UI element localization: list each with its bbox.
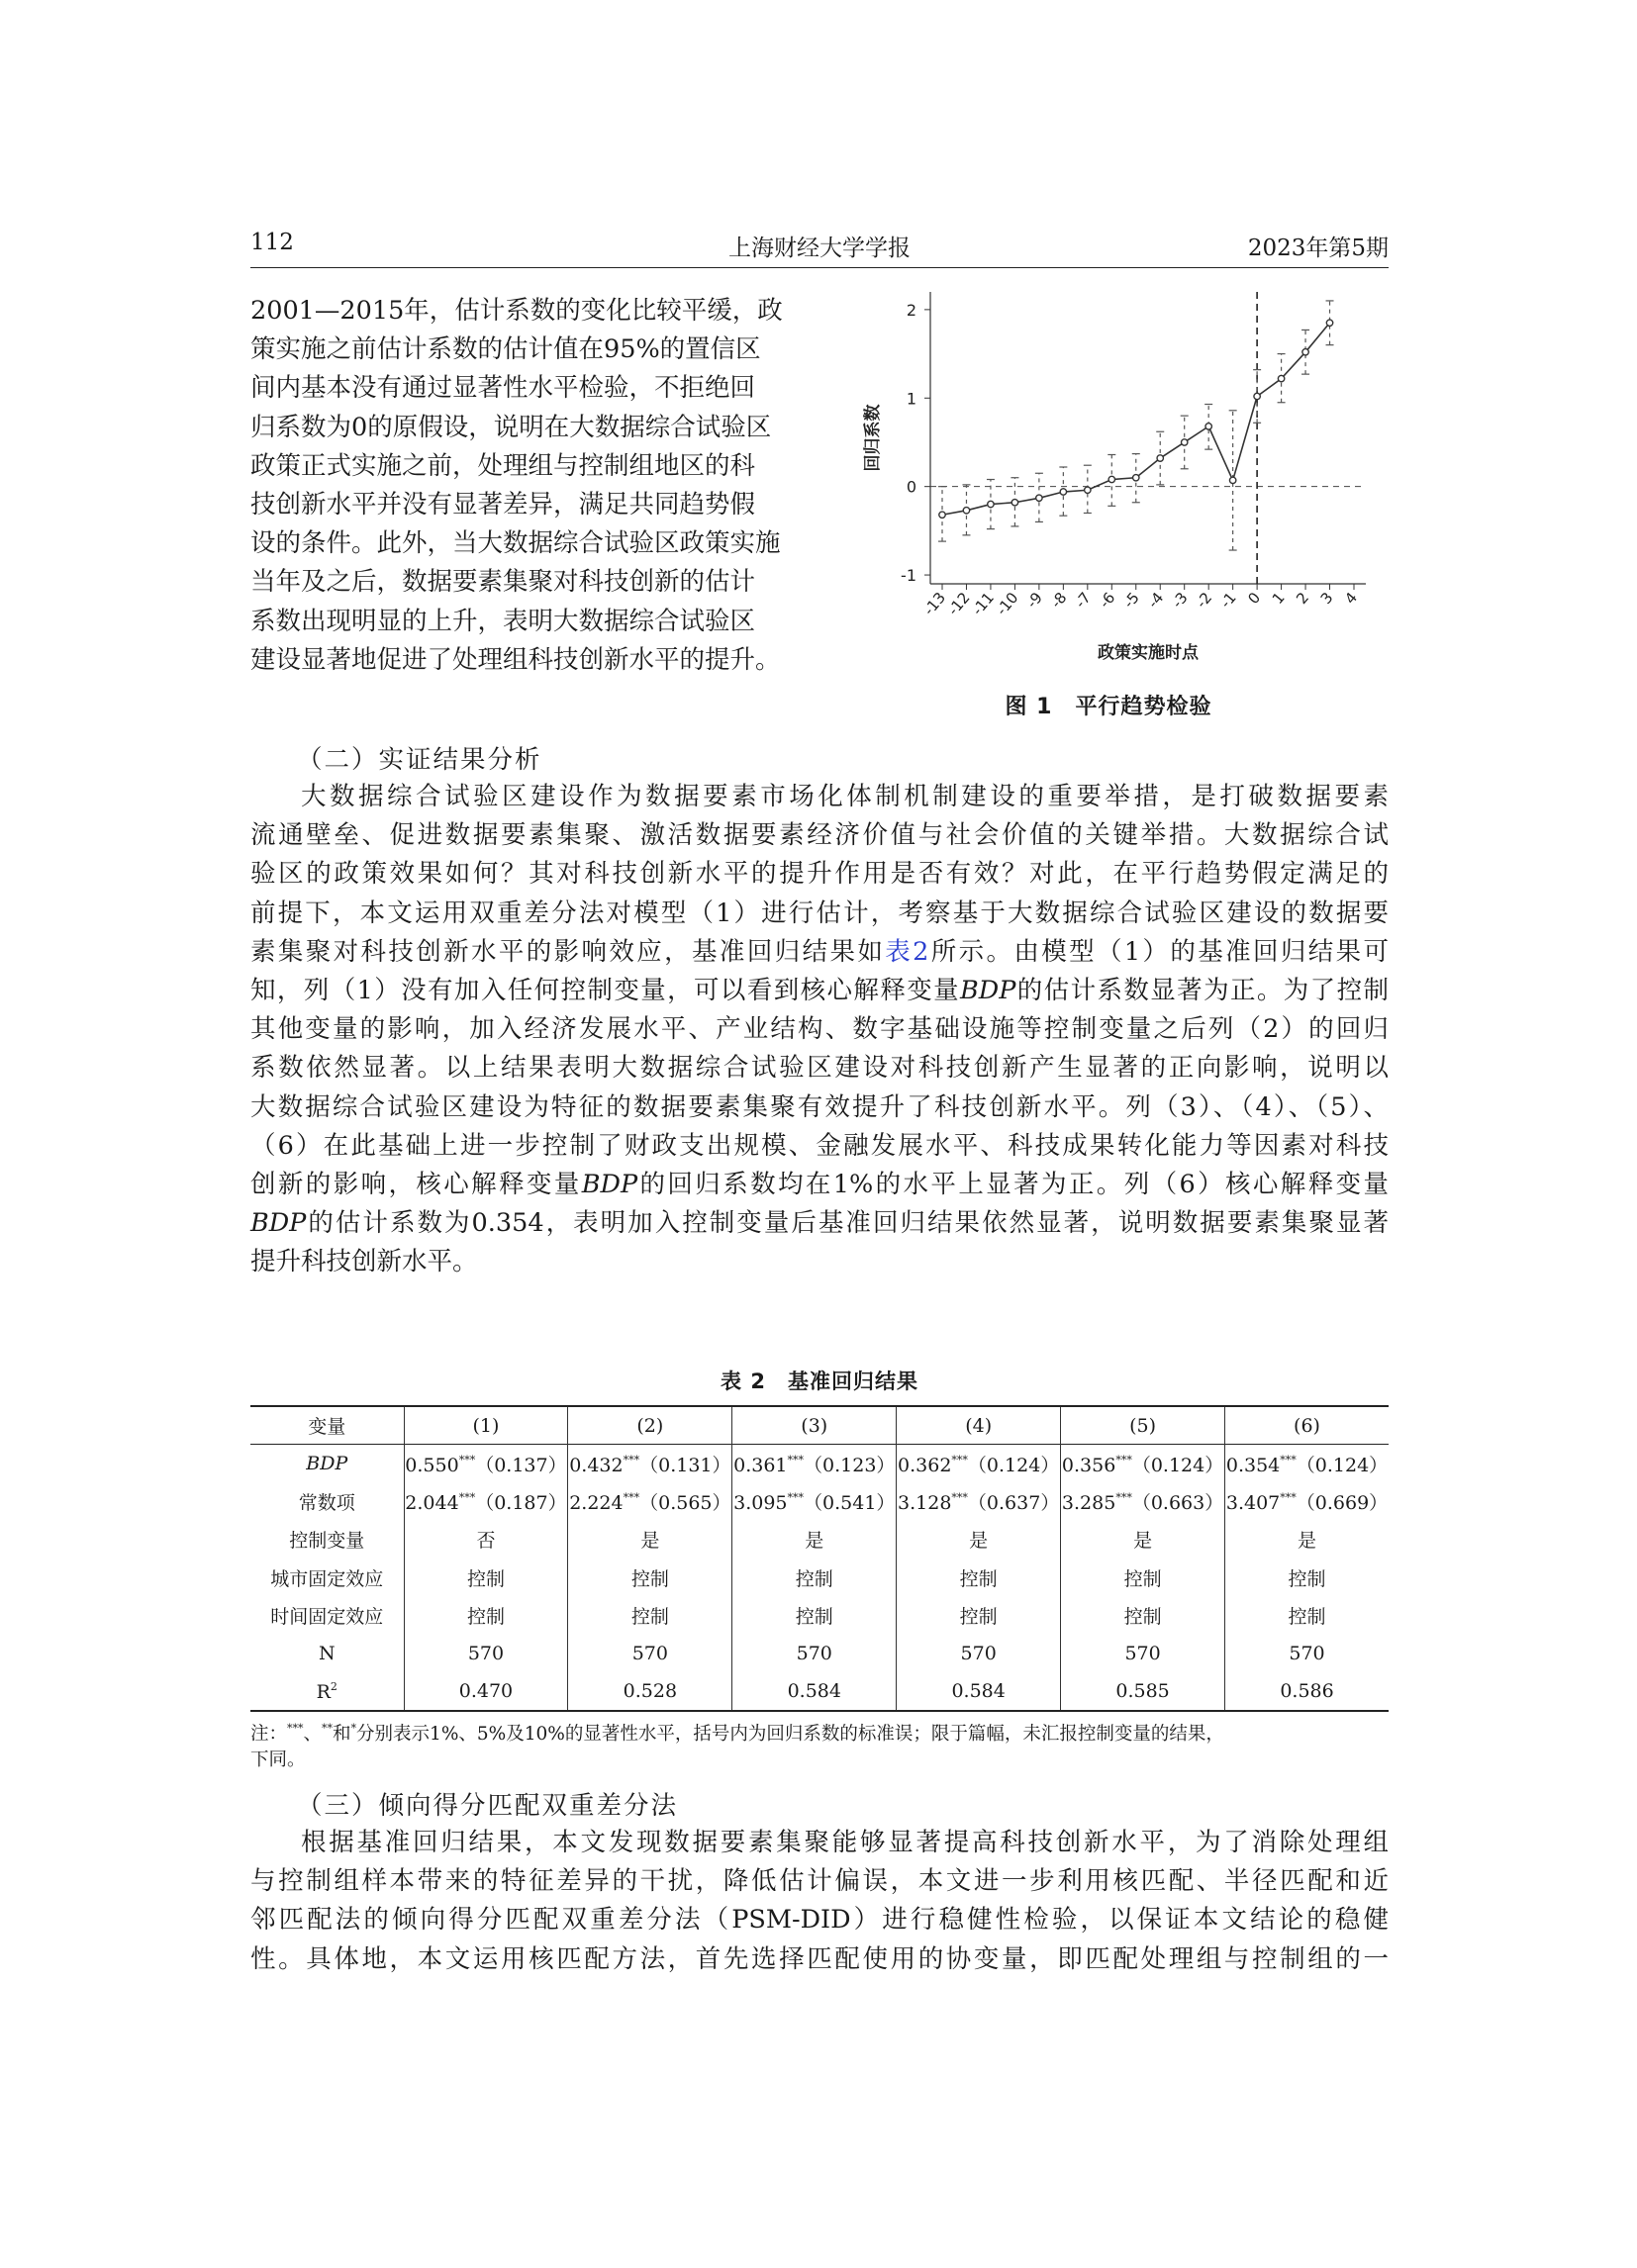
section-heading: （二）实证结果分析 xyxy=(297,745,542,775)
x-tick-label: -4 xyxy=(1143,589,1168,613)
y-tick-label: 2 xyxy=(906,300,916,320)
y-tick-label: 0 xyxy=(906,477,916,497)
table-cell: 控制 xyxy=(1061,1597,1225,1636)
table-cell xyxy=(1061,1445,1225,1483)
text-line: 设的条件。此外，当大数据综合试验区政策实施 xyxy=(250,528,781,559)
x-tick-label: 4 xyxy=(1341,589,1362,608)
note-sup: *** xyxy=(287,1722,304,1735)
table-cell: 0.585 xyxy=(1061,1673,1225,1712)
significance-stars: *** xyxy=(787,1490,805,1504)
figure-caption: 图 1 平行趋势检验 xyxy=(1005,695,1212,719)
table-cell xyxy=(897,1445,1061,1483)
table-cell: 是 xyxy=(732,1521,897,1559)
note-text: 分别表示1%、5%及10%的显著性水平，括号内为回归系数的标准误；限于篇幅，未汇报控制变量的结果， xyxy=(356,1724,1224,1745)
std-error: （0.124） xyxy=(967,1454,1060,1476)
left-paragraph xyxy=(250,292,829,680)
table-cell: 0.584 xyxy=(897,1673,1061,1712)
std-error: （0.663） xyxy=(1131,1491,1224,1514)
variable-bdp: BDP xyxy=(250,1208,307,1239)
x-axis-label: 政策实施时点 xyxy=(1098,643,1199,663)
coef-value: 0.550 xyxy=(405,1454,459,1476)
variable-bdp: BDP xyxy=(960,976,1016,1006)
column-header: (5) xyxy=(1061,1406,1225,1445)
table-header-row xyxy=(250,1406,1389,1445)
text-line xyxy=(250,1166,1389,1204)
data-point xyxy=(1326,320,1332,326)
text-span: 的估计系数为0.354，表明加入控制变量后基准回归结果依然显著，说明数据要素集聚显著 xyxy=(306,1208,1389,1239)
table-cell xyxy=(250,1673,404,1712)
significance-stars: *** xyxy=(458,1490,476,1504)
table-cell: 570 xyxy=(732,1635,897,1673)
figure-1 xyxy=(861,282,1376,673)
data-point xyxy=(939,512,945,518)
table-cell: 570 xyxy=(568,1635,732,1673)
coef-value: 3.285 xyxy=(1061,1491,1116,1514)
table-cell: 控制 xyxy=(568,1559,732,1597)
text-line: 大数据综合试验区建设作为数据要素市场化体制机制建设的重要举措，是打破数据要素 xyxy=(301,782,1389,811)
text-line: 性。具体地，本文运用核匹配方法，首先选择匹配使用的协变量，即匹配处理组与控制组的一 xyxy=(250,1943,1389,1974)
note-text: 、 xyxy=(303,1724,323,1745)
significance-stars: *** xyxy=(1280,1453,1297,1466)
table-cell: 570 xyxy=(404,1635,568,1673)
text-line: 流通壁垒、促进数据要素集聚、激活数据要素经济价值与社会价值的关键举措。大数据综合试 xyxy=(250,820,1389,851)
table-cell: 控制 xyxy=(1225,1559,1389,1597)
x-tick-label: -13 xyxy=(919,589,950,619)
x-tick-label: 0 xyxy=(1244,589,1265,608)
table-cell: 控制 xyxy=(568,1597,732,1636)
significance-stars: *** xyxy=(1280,1490,1297,1504)
table-cell: 570 xyxy=(1225,1635,1389,1673)
text-line: 与控制组样本带来的特征差异的干扰，降低估计偏误，本文进一步利用核匹配、半径匹配和近 xyxy=(250,1866,1389,1897)
table-row xyxy=(250,1445,1389,1483)
data-point xyxy=(1205,424,1211,429)
data-point xyxy=(1108,476,1114,482)
x-tick-label: -7 xyxy=(1071,589,1095,613)
coef-value: 0.432 xyxy=(569,1454,624,1476)
note-text: 注： xyxy=(250,1724,288,1745)
table-cell: 控制 xyxy=(404,1597,568,1636)
data-point xyxy=(1036,495,1042,501)
column-header: 变量 xyxy=(308,1416,346,1438)
table-cell xyxy=(1225,1482,1389,1521)
std-error: （0.124） xyxy=(1131,1454,1224,1476)
x-tick-label: -8 xyxy=(1047,589,1071,613)
std-error: （0.131） xyxy=(639,1454,731,1476)
section3-paragraph xyxy=(250,1824,1389,1979)
table-cell xyxy=(568,1482,732,1521)
text-line xyxy=(250,933,1389,972)
journal-title: 上海财经大学学报 xyxy=(728,236,911,261)
coef-value: 0.354 xyxy=(1225,1454,1281,1476)
x-tick-label: -12 xyxy=(943,589,974,619)
significance-stars: *** xyxy=(623,1490,640,1504)
data-point xyxy=(1278,375,1284,381)
table-cell: 控制 xyxy=(732,1559,897,1597)
table-cell: 时间固定效应 xyxy=(270,1606,384,1629)
text-line xyxy=(250,1204,1389,1243)
note-line: 下同。 xyxy=(250,1749,306,1770)
x-tick-label: -9 xyxy=(1022,589,1046,613)
x-tick-label: -5 xyxy=(1119,589,1143,613)
r2-label: R xyxy=(316,1680,331,1703)
y-tick-label: -1 xyxy=(901,566,916,586)
std-error: （0.637） xyxy=(967,1491,1060,1514)
text-span: 的估计系数显著为正。为了控制 xyxy=(1015,976,1389,1006)
table-row xyxy=(250,1559,1389,1597)
cell-text: BDP xyxy=(306,1453,348,1474)
table-cell: 常数项 xyxy=(298,1491,355,1514)
significance-stars: *** xyxy=(1115,1490,1132,1504)
text-line: 系数出现明显的上升，表明大数据综合试验区 xyxy=(250,606,756,636)
text-line: 2001—2015年，估计系数的变化比较平缓，政 xyxy=(250,296,783,326)
table-cell: 控制 xyxy=(897,1559,1061,1597)
note-text: 和 xyxy=(333,1724,351,1745)
table-cell xyxy=(1225,1445,1389,1483)
table-cell: 0.584 xyxy=(732,1673,897,1712)
table-row xyxy=(250,1673,1389,1712)
text-line: 政策正式实施之前，处理组与控制组地区的科 xyxy=(250,450,756,481)
text-span: 创新的影响，核心解释变量 xyxy=(250,1170,582,1200)
significance-stars: *** xyxy=(1115,1453,1132,1466)
running-header xyxy=(250,230,1389,263)
table-cell xyxy=(568,1445,732,1483)
std-error: （0.541） xyxy=(804,1491,896,1514)
x-tick-label: 2 xyxy=(1293,589,1313,608)
table-cell xyxy=(897,1482,1061,1521)
std-error: （0.137） xyxy=(475,1454,567,1476)
header-rule xyxy=(250,267,1389,268)
column-header: (3) xyxy=(732,1406,897,1445)
issue-label: 2023年第5期 xyxy=(1247,236,1389,261)
text-line: 其他变量的影响，加入经济发展水平、产业结构、数字基础设施等控制变量之后列（2）的回归 xyxy=(250,1014,1389,1045)
table-cell: 否 xyxy=(404,1521,568,1559)
text-line: 策实施之前估计系数的估计值在95%的置信区 xyxy=(250,334,761,365)
x-tick-label: 3 xyxy=(1316,589,1337,608)
table-cell xyxy=(1061,1482,1225,1521)
significance-stars: *** xyxy=(951,1453,968,1466)
coef-value: 0.362 xyxy=(898,1454,952,1476)
table-row xyxy=(250,1521,1389,1559)
table-cell: 控制 xyxy=(897,1597,1061,1636)
data-point xyxy=(1133,475,1139,481)
table-title: 表 2 基准回归结果 xyxy=(721,1370,918,1393)
data-point xyxy=(1085,487,1091,493)
y-tick-label: 1 xyxy=(906,389,916,409)
note-sup: ** xyxy=(322,1722,334,1735)
coef-value: 0.356 xyxy=(1061,1454,1116,1476)
table-cell xyxy=(404,1445,568,1483)
coef-value: 2.044 xyxy=(405,1491,459,1514)
column-header: (6) xyxy=(1225,1406,1389,1445)
table-cell: 0.528 xyxy=(568,1673,732,1712)
text-line: 建设显著地促进了处理组科技创新水平的提升。 xyxy=(250,644,781,675)
data-point xyxy=(1229,477,1235,483)
text-span: 知，列（1）没有加入任何控制变量，可以看到核心解释变量 xyxy=(250,976,961,1006)
column-header: (4) xyxy=(897,1406,1061,1445)
text-line: 前提下，本文运用双重差分法对模型（1）进行估计，考察基于大数据综合试验区建设的数据要 xyxy=(250,898,1389,928)
x-tick-label: -2 xyxy=(1192,589,1216,613)
std-error: （0.669） xyxy=(1296,1491,1389,1514)
table-cell: 控制 xyxy=(732,1597,897,1636)
table-cell: 是 xyxy=(1225,1521,1389,1559)
text-line: 归系数为0的原假设，说明在大数据综合试验区 xyxy=(250,412,772,442)
table-cell: 0.586 xyxy=(1225,1673,1389,1712)
coef-value: 0.361 xyxy=(733,1454,788,1476)
section-heading: （三）倾向得分匹配双重差分法 xyxy=(297,1791,679,1821)
text-span: 所示。由模型（1）的基准回归结果可 xyxy=(928,936,1389,967)
table-cell: 570 xyxy=(897,1635,1061,1673)
std-error: （0.565） xyxy=(639,1491,731,1514)
table-note xyxy=(250,1716,1389,1773)
data-point xyxy=(963,508,969,514)
note-sup: * xyxy=(350,1722,357,1735)
x-tick-label: 1 xyxy=(1268,589,1289,608)
text-line: 邻匹配法的倾向得分匹配双重差分法（PSM-DID）进行稳健性检验，以保证本文结论的稳健 xyxy=(250,1905,1389,1936)
coef-value: 3.095 xyxy=(733,1491,788,1514)
table-2-link[interactable]: 表2 xyxy=(885,936,929,967)
text-line: （6）在此基础上进一步控制了财政支出规模、金融发展水平、科技成果转化能力等因素对科技 xyxy=(250,1130,1389,1161)
table-cell: 控制 xyxy=(1061,1559,1225,1597)
column-header: (2) xyxy=(568,1406,732,1445)
text-line: 大数据综合试验区建设为特征的数据要素集聚有效提升了科技创新水平。列（3）、（4）、（5）、 xyxy=(250,1091,1389,1122)
table-cell: 控制 xyxy=(1225,1597,1389,1636)
x-tick-label: -1 xyxy=(1216,589,1240,613)
table-row xyxy=(250,1482,1389,1521)
table-cell: 是 xyxy=(568,1521,732,1559)
table-cell xyxy=(732,1445,897,1483)
data-point xyxy=(1011,500,1017,506)
table-cell: 是 xyxy=(897,1521,1061,1559)
coef-value: 2.224 xyxy=(569,1491,624,1514)
std-error: （0.123） xyxy=(804,1454,896,1476)
data-point xyxy=(1182,439,1188,445)
table-cell: 0.470 xyxy=(404,1673,568,1712)
variable-bdp: BDP xyxy=(581,1170,638,1200)
significance-stars: *** xyxy=(951,1490,968,1504)
table-cell: N xyxy=(318,1643,336,1665)
data-point xyxy=(1302,349,1308,355)
table-cell xyxy=(732,1482,897,1521)
section2-paragraph xyxy=(250,778,1389,1282)
text-line: 技创新水平并没有显著差异，满足共同趋势假 xyxy=(250,490,756,520)
column-header: (1) xyxy=(404,1406,568,1445)
text-line: 当年及之后，数据要素集聚对科技创新的估计 xyxy=(250,567,756,598)
table-cell xyxy=(250,1445,404,1483)
table-cell: 控制变量 xyxy=(289,1530,365,1553)
parallel-trend-chart xyxy=(861,282,1376,673)
x-tick-label: -10 xyxy=(992,589,1022,619)
table-cell: 是 xyxy=(1061,1521,1225,1559)
table-row xyxy=(250,1597,1389,1636)
data-point xyxy=(988,501,994,507)
significance-stars: *** xyxy=(458,1453,476,1466)
text-line xyxy=(250,972,1389,1010)
text-span: 素集聚对科技创新水平的影响效应，基准回归结果如 xyxy=(250,936,886,967)
text-line: 验区的政策效果如何？其对科技创新水平的提升作用是否有效？对此，在平行趋势假定满足的 xyxy=(250,859,1389,890)
text-line: 系数依然显著。以上结果表明大数据综合试验区建设对科技创新产生显著的正向影响，说明以 xyxy=(250,1053,1389,1084)
text-line: 间内基本没有通过显著性水平检验，不拒绝回 xyxy=(250,373,756,404)
text-line: 根据基准回归结果，本文发现数据要素集聚能够显著提高科技创新水平，为了消除处理组 xyxy=(301,1828,1389,1857)
data-point xyxy=(1157,455,1163,461)
table-cell: 控制 xyxy=(404,1559,568,1597)
significance-stars: *** xyxy=(787,1453,805,1466)
x-tick-label: -6 xyxy=(1095,589,1119,613)
x-tick-label: -11 xyxy=(968,589,999,619)
y-axis-label: 回归系数 xyxy=(863,404,883,472)
data-point xyxy=(1060,489,1066,495)
table-cell xyxy=(404,1482,568,1521)
data-point xyxy=(1254,393,1260,399)
table-row xyxy=(250,1635,1389,1673)
x-tick-label: -3 xyxy=(1168,589,1192,613)
std-error: （0.187） xyxy=(475,1491,567,1514)
std-error: （0.124） xyxy=(1296,1454,1389,1476)
table-cell: 城市固定效应 xyxy=(270,1567,384,1590)
coef-value: 3.407 xyxy=(1225,1491,1281,1514)
significance-stars: *** xyxy=(623,1453,640,1466)
text-line: 提升科技创新水平。 xyxy=(250,1247,478,1277)
coef-value: 3.128 xyxy=(898,1491,952,1514)
table-cell: 570 xyxy=(1061,1635,1225,1673)
regression-table xyxy=(250,1405,1389,1712)
page-number: 112 xyxy=(250,230,294,255)
text-span: 的回归系数均在1%的水平上显著为正。列（6）核心解释变量 xyxy=(637,1170,1389,1200)
r2-sup: 2 xyxy=(330,1679,337,1693)
